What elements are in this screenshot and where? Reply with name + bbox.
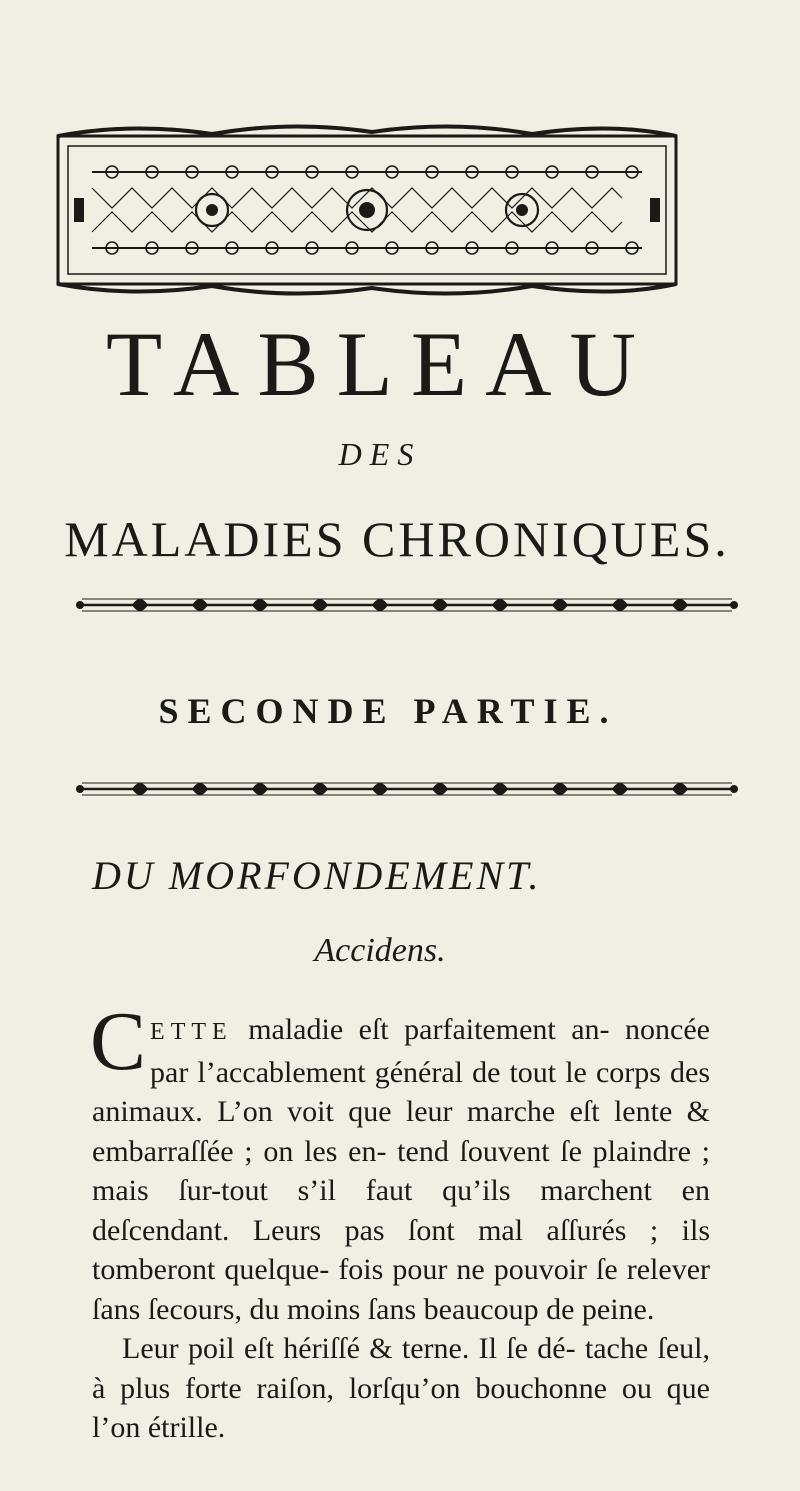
ornamental-rule-bottom bbox=[72, 772, 742, 806]
section-title: DU MORFONDEMENT. bbox=[92, 853, 542, 898]
part-heading: SECONDE PARTIE. bbox=[158, 691, 618, 731]
ornamental-rule-top bbox=[72, 588, 742, 622]
paragraph-2: Leur poil eſt hériſſé & terne. Il ſe dé- tache ſeul, à plus forte raiſon, lorſqu’on bouchonne ou que l’on étrille. bbox=[92, 1332, 710, 1444]
book-title: TABLEAU bbox=[106, 313, 654, 415]
first-word-smallcaps: ETTE bbox=[150, 1019, 233, 1045]
book-subtitle: MALADIES CHRONIQUES. bbox=[64, 511, 730, 567]
drop-cap: C bbox=[90, 995, 147, 1088]
body-text bbox=[90, 995, 710, 1448]
section-subheading: Accidens. bbox=[314, 932, 446, 969]
paragraph-1 bbox=[90, 995, 710, 1329]
paragraph-1-text: maladie eſt parfaitement an- noncée par l’accablement général de tout le corps des animaux. L’on voit que leur marche eſt lente & embarraſſée ; on les en- tend ſouvent ſe plaindre ; mais ſur-tout s’il faut qu’ils marchent en deſcendant. Leurs pas ſont mal aſſurés ; ils tomberont quelque- fois pour ne pouvoir ſe relever ſans ſecours, du moins ſans beaucoup de peine. bbox=[92, 1013, 710, 1326]
ornamental-headpiece bbox=[52, 118, 682, 300]
title-connector: DES bbox=[338, 436, 422, 472]
